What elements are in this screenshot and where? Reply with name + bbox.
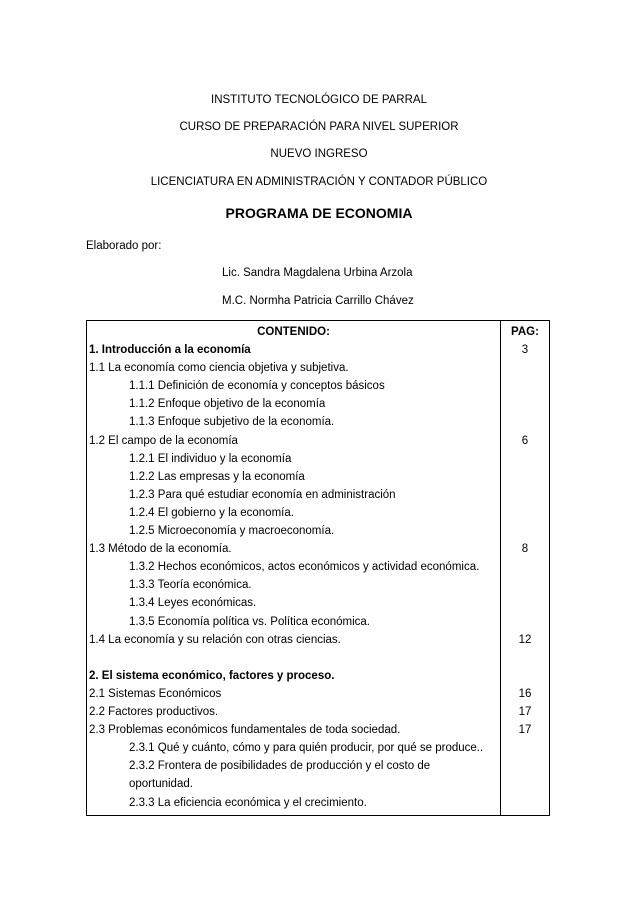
toc-page-number (500, 649, 550, 667)
toc-page-number: 6 (521, 434, 529, 447)
degree-heading: LICENCIATURA EN ADMINISTRACIÓN Y CONTADOR PÚBLICO (150, 176, 488, 188)
toc-page-number (500, 667, 550, 685)
toc-entry: 2.3.2 Frontera de posibilidades de producción y el costo de (129, 760, 431, 773)
toc-page-number (500, 468, 550, 486)
toc-page-number (500, 395, 550, 413)
toc-page-number (500, 757, 550, 775)
toc-entry: 2. El sistema económico, factores y proceso. (89, 669, 335, 682)
toc-entry: 1.1.3 Enfoque subjetivo de la economía. (129, 416, 335, 429)
toc-page-number (500, 576, 550, 594)
toc-page-number: 12 (518, 633, 532, 646)
toc-entry: 2.3.3 La eficiencia económica y el crecimiento. (129, 796, 367, 809)
toc-page-number (500, 450, 550, 468)
toc-entry: 1.3.2 Hechos económicos, actos económicos y actividad económica. (129, 561, 480, 574)
toc-entry: 2.1 Sistemas Económicos (89, 687, 222, 700)
toc-entry: 1.3 Método de la economía. (89, 543, 232, 556)
author-name-1: Lic. Sandra Magdalena Urbina Arzola (222, 267, 413, 279)
toc-page-number (500, 739, 550, 757)
toc-entry: 2.3.1 Qué y cuánto, cómo y para quién producir, por qué se produce.. (129, 742, 484, 755)
toc-page-number: 3 (521, 344, 529, 356)
toc-page-number (500, 359, 550, 377)
toc-entry: 1. Introducción a la economía (89, 344, 251, 356)
toc-page-number (500, 613, 550, 631)
toc-entry: 2.2 Factores productivos. (89, 706, 219, 718)
toc-page-number (500, 594, 550, 612)
toc-entry: 1.1 La economía como ciencia objetiva y subjetiva. (89, 362, 349, 375)
toc-entry: 1.3.3 Teoría económica. (129, 579, 252, 592)
toc-page-number: 17 (518, 706, 532, 718)
toc-entry: oportunidad. (129, 778, 193, 791)
toc-page-number (500, 522, 550, 540)
institute-heading: INSTITUTO TECNOLÓGICO DE PARRAL (211, 94, 427, 106)
toc-page-number (500, 794, 550, 812)
toc-entry: 1.2 El campo de la economía (89, 434, 238, 447)
program-title: PROGRAMA DE ECONOMIA (225, 205, 413, 221)
toc-entry: 1.2.1 El individuo y la economía (129, 452, 292, 465)
toc-page-number (500, 775, 550, 793)
toc-page-number (500, 558, 550, 576)
toc-page-number: 16 (518, 687, 532, 700)
table-of-contents (86, 320, 550, 816)
toc-entry: 1.4 La economía y su relación con otras ciencias. (89, 633, 341, 646)
contents-header: CONTENIDO: (257, 326, 330, 338)
course-heading: CURSO DE PREPARACIÓN PARA NIVEL SUPERIOR (179, 121, 459, 133)
author-name-2: M.C. Normha Patricia Carrillo Chávez (222, 295, 414, 307)
toc-entry: 1.3.4 Leyes económicas. (129, 597, 257, 610)
toc-page-number: 8 (521, 543, 529, 556)
intake-heading: NUEVO INGRESO (270, 148, 368, 160)
toc-entry: 2.3 Problemas económicos fundamentales de toda sociedad. (89, 724, 401, 737)
toc-entry: 1.3.5 Economía política vs. Política económica. (129, 615, 370, 628)
page-header: PAG: (511, 326, 539, 338)
authors-label: Elaborado por: (86, 240, 162, 252)
toc-entry: 1.2.2 Las empresas y la economía (129, 470, 305, 483)
toc-page-number (500, 377, 550, 395)
toc-entry: 1.2.4 El gobierno y la economía. (129, 506, 294, 519)
toc-page-number (500, 486, 550, 504)
toc-entry: 1.1.2 Enfoque objetivo de la economía (129, 398, 326, 411)
toc-entry: 1.1.1 Definición de economía y conceptos básicos (129, 380, 385, 393)
toc-entry: 1.2.5 Microeconomía y macroeconomía. (129, 525, 335, 537)
toc-page-number: 17 (518, 724, 532, 737)
toc-page-number (500, 413, 550, 431)
toc-page-number (500, 504, 550, 522)
toc-entry: 1.2.3 Para qué estudiar economía en administración (129, 488, 396, 501)
